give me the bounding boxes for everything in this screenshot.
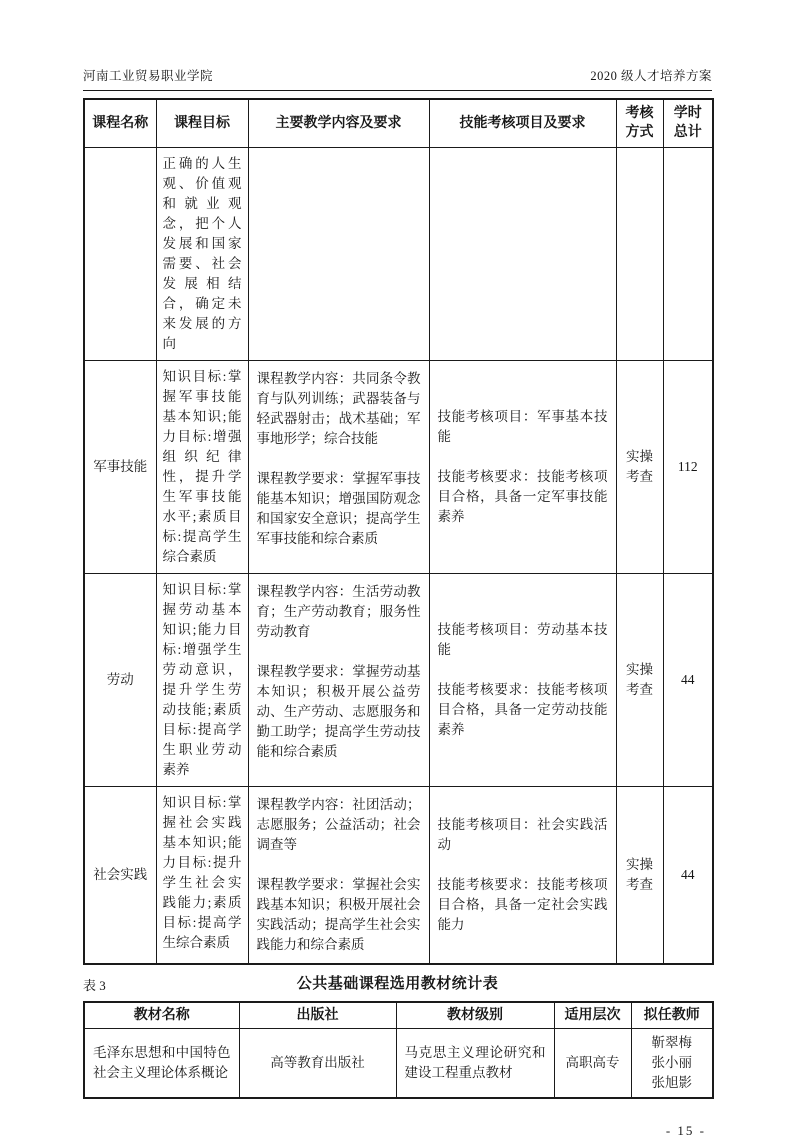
page-header [83,66,712,91]
teaching-content-paragraph: 课程教学内容：共同条令教育与队列训练；武器装备与轻武器射击；战术基础；军事地形学；综合技能 [256,370,421,446]
header-school-name: 河南工业贸易职业学院 [83,69,214,83]
table3-caption [83,973,712,995]
course-table-header-row [84,99,713,147]
assessment-method-cell: 实操考查 [616,360,663,573]
page-number: - 15 - [665,1123,706,1138]
textbook-level-cell: 马克思主义理论研究和建设工程重点教材 [396,1029,554,1099]
col-header-course-objectives: 课程目标 [156,99,248,147]
col-header-total-hours: 学时总计 [663,99,713,147]
course-name-cell: 军事技能 [84,360,156,573]
textbook-table-header-row [84,1002,713,1029]
proposed-teachers-cell [631,1029,713,1099]
assessment-item-paragraph: 技能考核项目：社会实践活动 [437,816,608,852]
col-header-skill-assessment: 技能考核项目及要求 [429,99,616,147]
teaching-requirement-paragraph: 课程教学要求：掌握军事技能基本知识；增强国防观念和国家安全意识；提高学生军事技能和综合素质 [256,470,421,546]
teaching-content-paragraph: 课程教学内容：生活劳动教育；生产劳动教育；服务性劳动教育 [256,583,421,639]
teaching-content-cell [248,360,429,573]
table-row-military-skills [84,360,713,573]
col-header-course-name: 课程名称 [84,99,156,147]
total-hours-cell [663,147,713,360]
course-objectives-cell: 正确的人生观、价值观和就业观念，把个人发展和国家需要、社会发展相结合，确定未来发展的方向 [156,147,248,360]
teaching-requirement-paragraph: 课程教学要求：掌握社会实践基本知识；积极开展社会实践活动；提高学生社会实践能力和综合素质 [256,876,421,952]
course-name-cell: 劳动 [84,573,156,786]
col-header-textbook-name: 教材名称 [84,1002,239,1029]
header-plan-title: 2020 级人才培养方案 [590,69,712,83]
assessment-method-cell: 实操考查 [616,573,663,786]
teacher-name: 张旭影 [651,1075,692,1090]
table3-title: 公共基础课程选用教材统计表 [296,975,499,992]
col-header-applicable-layer: 适用层次 [554,1002,631,1029]
teaching-content-cell [248,786,429,964]
total-hours-cell: 44 [663,573,713,786]
assessment-item-paragraph: 技能考核项目：劳动基本技能 [437,621,608,657]
applicable-layer-cell: 高职高专 [554,1029,631,1099]
teacher-name: 靳翠梅 [651,1035,692,1050]
assessment-item-paragraph: 技能考核项目：军事基本技能 [437,408,608,444]
textbook-table [83,1001,714,1100]
publisher-cell: 高等教育出版社 [239,1029,396,1099]
col-header-teaching-content: 主要教学内容及要求 [248,99,429,147]
table3-label: 表 3 [83,977,106,993]
assessment-method-cell: 实操考查 [616,786,663,964]
textbook-name-cell: 毛泽东思想和中国特色社会主义理论体系概论 [84,1029,239,1099]
assessment-requirement-paragraph: 技能考核要求：技能考核项目合格，具备一定社会实践能力 [437,876,608,932]
col-header-textbook-level: 教材级别 [396,1002,554,1029]
course-objectives-cell: 知识目标:掌握社会实践基本知识;能力目标:提升学生社会实践能力;素质目标:提高学生综合素质 [156,786,248,964]
course-objectives-cell: 知识目标:掌握劳动基本知识;能力目标:增强学生劳动意识，提升学生劳动技能;素质目标:提高学生职业劳动素养 [156,573,248,786]
teaching-content-cell [248,573,429,786]
teacher-name: 张小丽 [651,1055,692,1070]
assessment-requirement-paragraph: 技能考核要求：技能考核项目合格，具备一定军事技能素养 [437,468,608,524]
assessment-method-cell [616,147,663,360]
col-header-publisher: 出版社 [239,1002,396,1029]
table-row-social-practice [84,786,713,964]
table-row-textbook [84,1029,713,1099]
teaching-requirement-paragraph: 课程教学要求：掌握劳动基本知识；积极开展公益劳动、生产劳动、志愿服务和勤工助学；提高学生劳动技能和综合素质 [256,663,421,759]
teaching-content-cell [248,147,429,360]
skill-assessment-cell [429,360,616,573]
skill-assessment-cell [429,573,616,786]
course-table [83,98,714,965]
col-header-assessment-method: 考核方式 [616,99,663,147]
teaching-content-paragraph: 课程教学内容：社团活动；志愿服务；公益活动；社会调查等 [256,796,421,852]
skill-assessment-cell [429,786,616,964]
course-name-cell [84,147,156,360]
skill-assessment-cell [429,147,616,360]
table-row-continuation [84,147,713,360]
assessment-requirement-paragraph: 技能考核要求：技能考核项目合格，具备一定劳动技能素养 [437,681,608,737]
col-header-proposed-teachers: 拟任教师 [631,1002,713,1029]
table-row-labor [84,573,713,786]
total-hours-cell: 44 [663,786,713,964]
total-hours-cell: 112 [663,360,713,573]
course-name-cell: 社会实践 [84,786,156,964]
course-objectives-cell: 知识目标:掌握军事技能基本知识;能力目标:增强组织纪律性，提升学生军事技能水平;素质目标:提高学生综合素质 [156,360,248,573]
